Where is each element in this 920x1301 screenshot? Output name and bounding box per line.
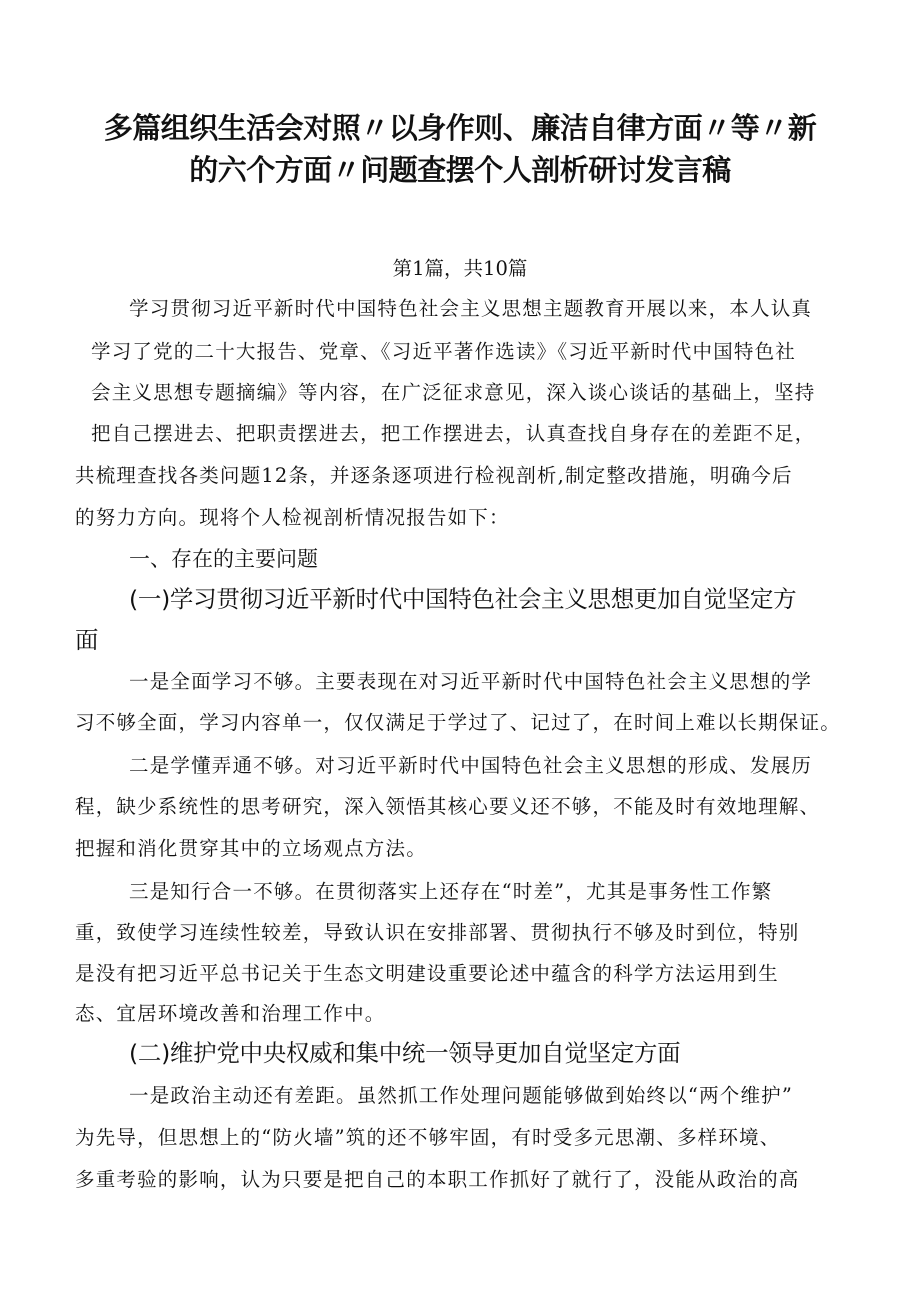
section-1-para-1-line-1: 一是全面学习不够。主要表现在对习近平新时代中国特色社会主义思想的学 [129, 670, 813, 693]
section-1-para-2-line-3: 把握和消化贯穿其中的立场观点方法。 [75, 837, 427, 860]
intro-line-3: 会主义思想专题摘编》等内容，在广泛征求意见，深入谈心谈话的基础上，坚持 [91, 381, 816, 404]
document-title-line-2: 的六个方面〃问题查摆个人剖析研讨发言稿 [189, 153, 731, 187]
section-1-para-3-line-4: 态、宜居环境改善和治理工作中。 [75, 1002, 386, 1025]
intro-line-4: 把自己摆进去、把职责摆进去，把工作摆进去，认真查找自身存在的差距不足， [91, 422, 816, 445]
section-1-heading-line-1: (一)学习贯彻习近平新时代中国特色社会主义思想更加自觉坚定方 [129, 585, 797, 613]
section-2-para-1-line-1: 一是政治主动还有差距。虽然抓工作处理问题能够做到始终以“两个维护” [129, 1084, 794, 1107]
section-2-para-1-line-3: 多重考验的影响，认为只要是把自己的本职工作抓好了就行了，没能从政治的高 [75, 1168, 800, 1191]
intro-line-6: 的努力方向。现将个人检视剖析情况报告如下： [75, 506, 510, 529]
section-1-para-2-line-2: 程，缺少系统性的思考研究，深入领悟其核心要义还不够，不能及时有效地理解、 [75, 795, 821, 818]
section-1-para-3-line-3: 是没有把习近平总书记关于生态文明建设重要论述中蕴含的科学方法运用到生 [75, 962, 779, 985]
section-1-para-3-line-1: 三是知行合一不够。在贯彻落实上还存在“时差”，尤其是事务性工作繁 [129, 880, 773, 903]
section-1-para-1-line-2: 习不够全面，学习内容单一，仅仅满足于学过了、记过了，在时间上难以长期保证。 [75, 711, 841, 734]
document-title-line-1: 多篇组织生活会对照〃以身作则、廉洁自律方面〃等〃新 [103, 111, 817, 145]
intro-line-2: 学习了党的二十大报告、党章、《习近平著作选读》《习近平新时代中国特色社 [91, 340, 797, 363]
section-2-heading: (二)维护党中央权威和集中统一领导更加自觉坚定方面 [129, 1039, 681, 1067]
section-1-para-2-line-1: 二是学懂弄通不够。对习近平新时代中国特色社会主义思想的形成、发展历 [129, 754, 813, 777]
section-2-para-1-line-2: 为先导，但思想上的“防火墙”筑的还不够牢固，有时受多元思潮、多样环境、 [75, 1126, 781, 1149]
document-part-indicator: 第1篇，共10篇 [392, 257, 528, 280]
intro-line-5: 共梳理查找各类问题12条，并逐条逐项进行检视剖析,制定整改措施，明确今后 [75, 464, 793, 487]
section-1-para-3-line-2: 重，致使学习连续性较差，导致认识在安排部署、贯彻执行不够及时到位，特别 [75, 921, 800, 944]
intro-line-1: 学习贯彻习近平新时代中国特色社会主义思想主题教育开展以来，本人认真 [129, 297, 813, 320]
heading-main-problems: 一、存在的主要问题 [129, 547, 318, 571]
section-1-heading-line-2: 面 [75, 626, 99, 654]
